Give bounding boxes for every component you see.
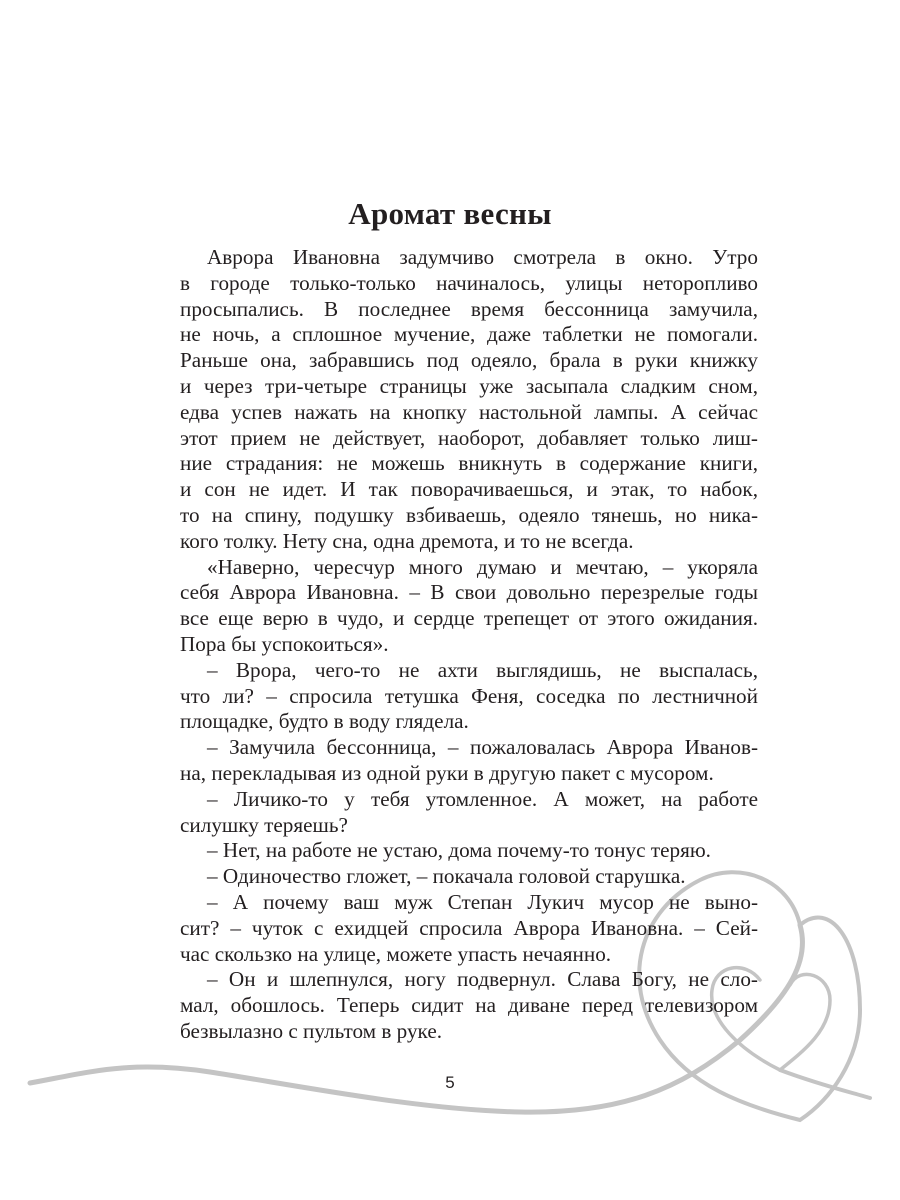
text-line: себя Аврора Ивановна. – В свои довольно перезрелые годы	[180, 580, 758, 605]
text-line: не ночь, а сплошное мучение, даже таблетки не помогали.	[180, 322, 758, 347]
text-line: – Замучила бессонница, – пожаловалась Аврора Иванов-	[207, 735, 758, 760]
text-line: – Он и шлепнулся, ногу подвернул. Слава Богу, не сло-	[207, 967, 758, 992]
text-line: «Наверно, чересчур много думаю и мечтаю, – укоряла	[207, 554, 758, 579]
text-line: площадке, будто в воду глядела.	[180, 709, 469, 734]
text-line: – Нет, на работе не устаю, дома почему-то тонус теряю.	[207, 838, 711, 863]
text-line: в городе только-только начиналось, улицы неторопливо	[180, 270, 758, 295]
text-line: кого толку. Нету сна, одна дремота, и то не всегда.	[180, 528, 634, 553]
page-number: 5	[445, 1073, 455, 1092]
text-line: на, перекладывая из одной руки в другую пакет с мусором.	[180, 760, 714, 785]
text-line: силушку теряешь?	[180, 812, 348, 837]
body-text	[180, 245, 758, 1045]
text-line: этот прием не действует, наоборот, добавляет только лиш-	[180, 425, 758, 450]
text-line: едва успев нажать на кнопку настольной лампы. А сейчас	[180, 399, 758, 424]
text-line: просыпались. В последнее время бессонница замучила,	[180, 296, 758, 321]
text-line: Аврора Ивановна задумчиво смотрела в окно. Утро	[207, 245, 758, 269]
chapter-title: Аромат весны	[348, 196, 552, 231]
text-line: мал, обошлось. Теперь сидит на диване перед телевизором	[180, 993, 758, 1018]
text-line: и сон не идет. И так поворачиваешься, и этак, то набок,	[180, 477, 758, 502]
text-line: и через три-четыре страницы уже засыпала сладким сном,	[180, 373, 758, 398]
text-line: что ли? – спросила тетушка Феня, соседка по лестничной	[180, 683, 758, 708]
text-line: – Врора, чего-то не ахти выглядишь, не выспалась,	[207, 657, 758, 682]
text-line: сит? – чуток с ехидцей спросила Аврора Ивановна. – Сей-	[180, 915, 758, 940]
text-line: Пора бы успокоиться».	[180, 631, 389, 656]
text-line: ние страдания: не можешь вникнуть в содержание книги,	[180, 451, 758, 476]
text-line: безвылазно с пультом в руке.	[180, 1018, 443, 1043]
text-line: все еще верю в чудо, и сердце трепещет от этого ожидания.	[180, 606, 758, 631]
text-line: – Личико-то у тебя утомленное. А может, на работе	[207, 786, 758, 811]
text-line: – А почему ваш муж Степан Лукич мусор не выно-	[207, 889, 758, 914]
text-line: час скользко на улице, можете упасть нечаянно.	[180, 941, 612, 966]
text-line: Раньше она, забравшись под одеяло, брала в руки книжку	[180, 348, 758, 373]
text-line: то на спину, подушку взбиваешь, одеяло тянешь, но ника-	[180, 502, 758, 527]
text-line: – Одиночество гложет, – покачала головой старушка.	[207, 864, 686, 889]
